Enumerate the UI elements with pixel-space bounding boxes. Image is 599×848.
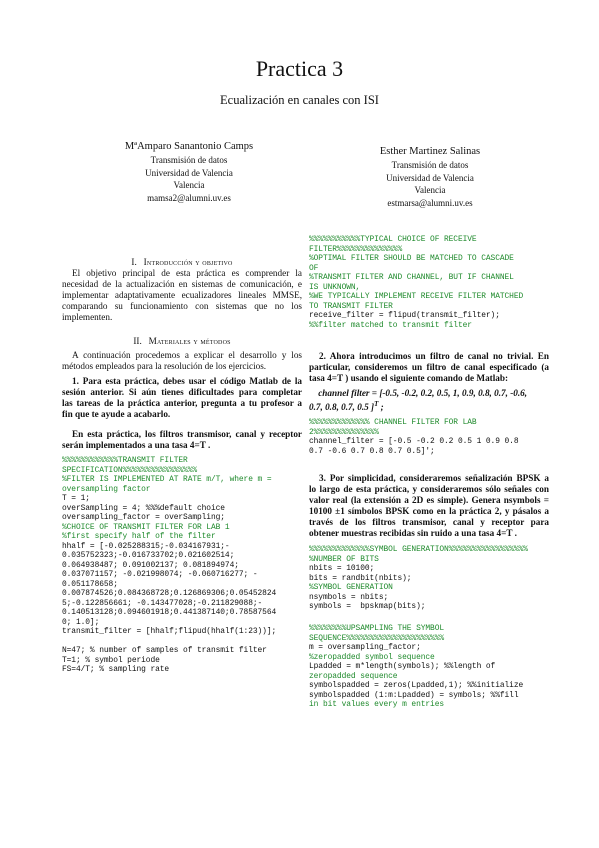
- code-comment-line: 2%%%%%%%%%%%%%%: [309, 427, 379, 437]
- text-line: implementar adaptativamente ecualizadores lineales MMSE,: [62, 289, 302, 300]
- section-heading-1: [62, 257, 302, 268]
- author-line: Universidad de Valencia: [145, 167, 233, 178]
- code-comment-line: %%%%%%%%%%%TYPICAL CHOICE OF RECEIVE: [309, 235, 477, 244]
- text-line: En esta práctica, los filtros transmisor, canal y receptor: [72, 429, 302, 439]
- author-block-2: [330, 144, 530, 209]
- section-number: I.: [131, 257, 137, 267]
- code-line: bits = randbit(nbits);: [309, 573, 412, 583]
- code-line: transmit_filter = [hhalf;flipud(hhalf(1:23))];: [62, 627, 277, 636]
- code-comment-line: %NUMBER OF BITS: [309, 554, 379, 564]
- code-line: oversampling_factor = overSampling;: [62, 513, 225, 522]
- author-block-1: [62, 139, 316, 204]
- code-block-channel-filter: [309, 418, 518, 456]
- code-line: T = 1;: [62, 494, 90, 503]
- author-line: Universidad de Valencia: [386, 172, 474, 183]
- code-block-upsampling: [309, 624, 523, 710]
- text-line: implementen.: [62, 311, 113, 322]
- question-1-note: [62, 429, 302, 451]
- methods-paragraph: [62, 350, 302, 372]
- code-line: 0.7 -0.6 0.7 0.8 0.7 0.5]';: [309, 446, 435, 456]
- channel-formula: [309, 388, 559, 413]
- text-line: sesión anterior. Si aún tienes dificultades para completar: [62, 386, 302, 397]
- text-line: 2. Ahora introducimos un filtro de canal no trivial. En: [319, 351, 549, 361]
- code-block-symbol-generation: [309, 545, 528, 612]
- code-line: receive_filter = flipud(transmit_filter);: [309, 311, 500, 320]
- section-number: II.: [133, 336, 142, 346]
- code-comment-line: SPECIFICATION%%%%%%%%%%%%%%%%: [62, 465, 197, 475]
- code-comment-line: %zeropadded symbol sequence: [309, 652, 435, 662]
- text-line: serán implementados a una tasa 4=T .: [62, 439, 211, 450]
- text-line: fin que te ayude a acabarlo.: [62, 408, 171, 419]
- code-line: 0.064938487; 0.091002137; 0.081894974;: [62, 560, 239, 570]
- code-line: hhalf = [-0.025288315;-0.034167931;-: [62, 541, 230, 551]
- intro-paragraph: [62, 268, 302, 323]
- section-heading-2: [62, 336, 302, 347]
- author-line: Transmisión de datos: [391, 160, 469, 170]
- code-line: FS=4/T; % sampling rate: [62, 665, 170, 674]
- code-line: channel_filter = [-0.5 -0.2 0.2 0.5 1 0.9 0.8: [309, 437, 519, 446]
- text-line: necesidad de la actualización en sistemas de comunicación, e: [62, 278, 302, 289]
- code-comment-line: %%%%%%%%%%%%% CHANNEL FILTER FOR LAB: [309, 418, 477, 427]
- page-title: Practica 3: [255, 56, 344, 81]
- text-line: 1. Para esta práctica, debes usar el código Matlab de la: [72, 376, 302, 386]
- text-line: 3. Por simplicidad, consideraremos señalización BPSK a: [319, 473, 549, 483]
- question-2: [309, 351, 549, 384]
- code-comment-line: %WE TYPICALLY IMPLEMENT RECEIVE FILTER MATCHED: [309, 292, 524, 301]
- author-name: Esther Martinez Salinas: [379, 146, 481, 157]
- code-comment-line: TO TRANSMIT FILTER: [309, 301, 393, 311]
- code-line: N=47; % number of samples of transmit filter: [62, 646, 267, 655]
- code-line: 0; 1.0];: [62, 617, 100, 627]
- text-line: comparando su funcionamiento con sistemas que no los: [62, 300, 302, 311]
- code-line: T=1; % symbol periode: [62, 655, 160, 665]
- question-1: [62, 376, 302, 420]
- text-line: A continuación procedemos a explicar el desarrollo y los: [72, 350, 302, 360]
- question-3: [309, 473, 549, 538]
- code-comment-line: %CHOICE OF TRANSMIT FILTER FOR LAB 1: [62, 522, 230, 532]
- code-line: nsymbols = nbits;: [309, 592, 389, 602]
- text-line: tasa 4=T ) usando el siguiente comando de Matlab:: [309, 372, 509, 383]
- code-comment-line: OF: [309, 263, 319, 273]
- section-title: Introducción y objetivo: [143, 257, 233, 267]
- code-comment-line: in bit values every m entries: [309, 700, 444, 709]
- text-line: particular, consideremos un filtro de canal especificado (a: [309, 361, 549, 372]
- code-comment-line: %%%%%%%%%%%%TRANSMIT FILTER: [62, 456, 188, 465]
- code-comment-line: %first specify half of the filter: [62, 532, 216, 541]
- code-line: 0.140513128;0.094601918;0.441387140;0.78587564: [62, 608, 277, 617]
- code-line: 0.035752323;-0.016733702;0.021602514;: [62, 551, 235, 560]
- code-block-receive-filter: [309, 235, 523, 330]
- code-line: symbolspadded = zeros(Lpadded,1); %%initialize: [309, 681, 524, 690]
- code-line: [62, 637, 276, 647]
- text-line: las tareas de la práctica anterior, pregunta a tu profesor a: [62, 397, 302, 408]
- code-comment-line: oversampling factor: [62, 484, 151, 494]
- text-line: métodos empleados para la resolución de los ejercicios.: [62, 360, 267, 371]
- code-line: 0.007874526;0.084368728;0.126869306;0.05452824: [62, 589, 277, 598]
- author-line: Valencia: [173, 180, 205, 190]
- author-email: estmarsa@alumni.uv.es: [387, 197, 473, 208]
- code-comment-line: %OPTIMAL FILTER SHOULD BE MATCHED TO CASCADE: [309, 254, 514, 263]
- formula-line: channel filter = [-0.5, -0.2, 0.2, 0.5, 1, 0.9, 0.8, 0.7, -0.6,: [318, 388, 528, 398]
- code-comment-line: zeropadded sequence: [309, 671, 398, 681]
- text-line: 10100 ±1 símbolos BPSK como en la práctica 2, y pásalos a: [309, 505, 549, 516]
- code-comment-line: %%%%%%%%%%%%%SYMBOL GENERATION%%%%%%%%%%%%%%%%%: [309, 545, 528, 554]
- code-comment-line: %%%%%%%%UPSAMPLING THE SYMBOL: [309, 624, 444, 633]
- code-comment-line: SEQUENCE%%%%%%%%%%%%%%%%%%%%%: [309, 633, 444, 643]
- code-line: overSampling = 4; %%%default choice: [62, 503, 225, 513]
- code-comment-line: IS UNKNOWN,: [309, 282, 361, 292]
- author-line: Valencia: [414, 185, 446, 195]
- text-line: valor real (la extensión a 2D es simple). Genera nsymbols =: [309, 494, 549, 505]
- text-line: lo largo de esta práctica, y consideraremos sólo señales con: [309, 483, 549, 494]
- text-line: través de los filtros transmisor, canal y receptor para: [309, 516, 549, 527]
- code-line: 0.037071157; -0.021998074; -0.060716277; -: [62, 570, 258, 579]
- code-comment-line: %FILTER IS IMPLEMENTED AT RATE m/T, where m =: [62, 475, 272, 484]
- code-line: 5;-0.122856661; -0.143477028;-0.211829088;-: [62, 598, 263, 608]
- section-title: Materiales y métodos: [148, 336, 231, 346]
- code-block-transmit-filter: [62, 456, 276, 675]
- page-subtitle: Ecualización en canales con ISI: [220, 93, 379, 107]
- code-comment-line: %SYMBOL GENERATION: [309, 583, 393, 592]
- author-line: Transmisión de datos: [150, 155, 228, 165]
- code-comment-line: %TRANSMIT FILTER AND CHANNEL, BUT IF CHANNEL: [309, 273, 514, 282]
- formula-line: 0.7, 0.8, 0.7, 0.5 ]$^T$ ;: [309, 399, 384, 412]
- code-comment-line: FILTER%%%%%%%%%%%%%%: [309, 244, 403, 254]
- code-line: nbits = 10100;: [309, 564, 375, 573]
- code-line: Lpadded = m*length(symbols); %%length of: [309, 662, 496, 671]
- code-line: m = oversampling_factor;: [309, 643, 421, 652]
- code-comment-line: %%filter matched to transmit filter: [309, 320, 472, 330]
- text-line: El objetivo principal de esta práctica es comprender la: [72, 268, 302, 278]
- code-line: symbols = bpskmap(bits);: [309, 602, 426, 611]
- code-line: 0.051178658;: [62, 579, 118, 589]
- author-name: MªAmparo Sanantonio Camps: [124, 141, 254, 152]
- code-line: symbolspadded (1:m:Lpadded) = symbols; %%fill: [309, 690, 519, 700]
- author-email: mamsa2@alumni.uv.es: [147, 192, 231, 203]
- text-line: obtener muestras recibidas sin ruido a una tasa 4=T .: [309, 527, 517, 538]
